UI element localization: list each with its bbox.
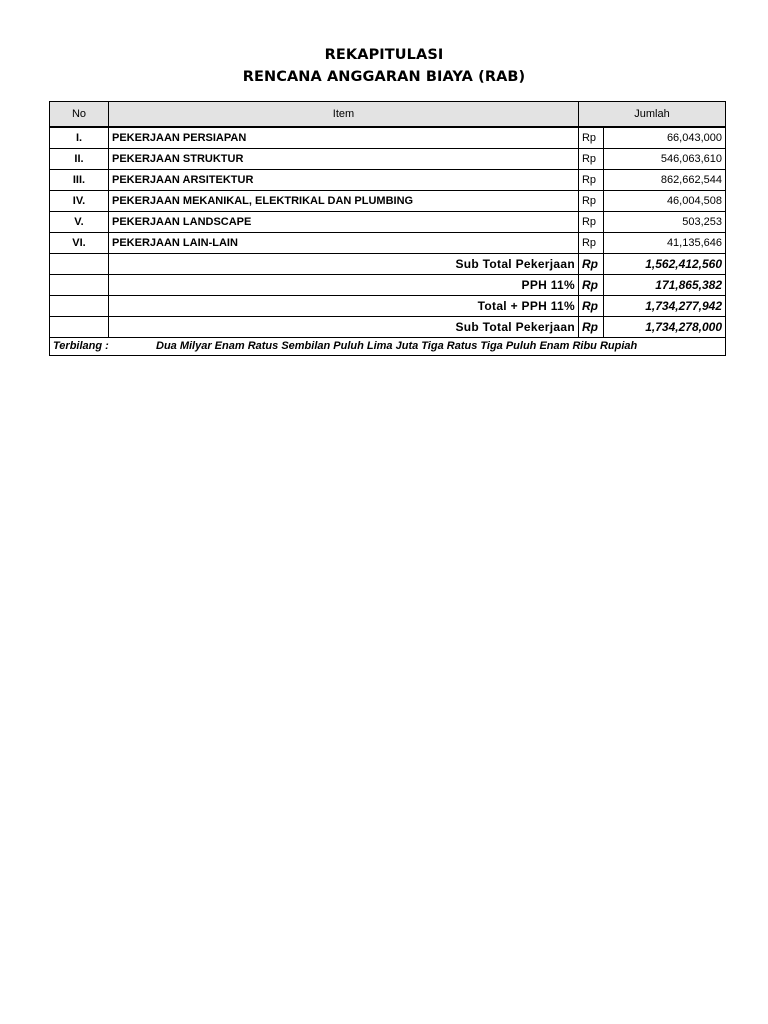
summary-empty-cell xyxy=(50,254,109,275)
row-number: VI. xyxy=(50,233,109,254)
header-jumlah: Jumlah xyxy=(578,102,725,128)
row-value: 503,253 xyxy=(603,212,725,233)
row-item: PEKERJAAN MEKANIKAL, ELEKTRIKAL DAN PLUMBING xyxy=(109,191,579,212)
summary-value: 1,734,277,942 xyxy=(603,296,725,317)
row-item: PEKERJAAN LAIN-LAIN xyxy=(109,233,579,254)
header-item: Item xyxy=(109,102,579,128)
row-number: V. xyxy=(50,212,109,233)
row-currency: Rp xyxy=(578,212,603,233)
table-row xyxy=(50,170,726,191)
row-value: 862,662,544 xyxy=(603,170,725,191)
row-value: 46,004,508 xyxy=(603,191,725,212)
summary-label: Sub Total Pekerjaan xyxy=(109,254,579,275)
summary-row-pph xyxy=(50,275,726,296)
table-row xyxy=(50,149,726,170)
row-number: I. xyxy=(50,127,109,149)
title-rab: RENCANA ANGGARAN BIAYA (RAB) xyxy=(242,69,526,85)
table-row xyxy=(50,212,726,233)
row-item: PEKERJAAN STRUKTUR xyxy=(109,149,579,170)
row-currency: Rp xyxy=(578,191,603,212)
table-header-row xyxy=(50,102,726,128)
summary-label: PPH 11% xyxy=(109,275,579,296)
table-row xyxy=(50,127,726,149)
row-currency: Rp xyxy=(578,149,603,170)
row-currency: Rp xyxy=(578,127,603,149)
row-currency: Rp xyxy=(578,233,603,254)
summary-label: Sub Total Pekerjaan xyxy=(109,317,579,338)
summary-currency: Rp xyxy=(578,296,603,317)
summary-currency: Rp xyxy=(578,317,603,338)
summary-value: 171,865,382 xyxy=(603,275,725,296)
document-title xyxy=(0,44,768,88)
row-item: PEKERJAAN LANDSCAPE xyxy=(109,212,579,233)
summary-currency: Rp xyxy=(578,254,603,275)
summary-empty-cell xyxy=(50,317,109,338)
summary-currency: Rp xyxy=(578,275,603,296)
table-row xyxy=(50,233,726,254)
summary-row-subtotal xyxy=(50,254,726,275)
terbilang-row xyxy=(50,338,726,356)
summary-row-rounded xyxy=(50,317,726,338)
row-currency: Rp xyxy=(578,170,603,191)
terbilang-cell xyxy=(50,338,726,356)
title-rekapitulasi: REKAPITULASI xyxy=(324,47,444,63)
row-number: III. xyxy=(50,170,109,191)
row-value: 41,135,646 xyxy=(603,233,725,254)
table-row xyxy=(50,191,726,212)
row-value: 66,043,000 xyxy=(603,127,725,149)
terbilang-text: Dua Milyar Enam Ratus Sembilan Puluh Lima Juta Tiga Ratus Tiga Puluh Enam Ribu Rupiah xyxy=(156,340,638,352)
row-item: PEKERJAAN ARSITEKTUR xyxy=(109,170,579,191)
terbilang-label: Terbilang : xyxy=(53,340,109,352)
rab-summary-table xyxy=(49,101,726,356)
row-item: PEKERJAAN PERSIAPAN xyxy=(109,127,579,149)
summary-value: 1,734,278,000 xyxy=(603,317,725,338)
summary-empty-cell xyxy=(50,296,109,317)
row-number: II. xyxy=(50,149,109,170)
summary-row-total xyxy=(50,296,726,317)
summary-empty-cell xyxy=(50,275,109,296)
summary-value: 1,562,412,560 xyxy=(603,254,725,275)
row-value: 546,063,610 xyxy=(603,149,725,170)
header-no: No xyxy=(50,102,109,128)
summary-label: Total + PPH 11% xyxy=(109,296,579,317)
row-number: IV. xyxy=(50,191,109,212)
